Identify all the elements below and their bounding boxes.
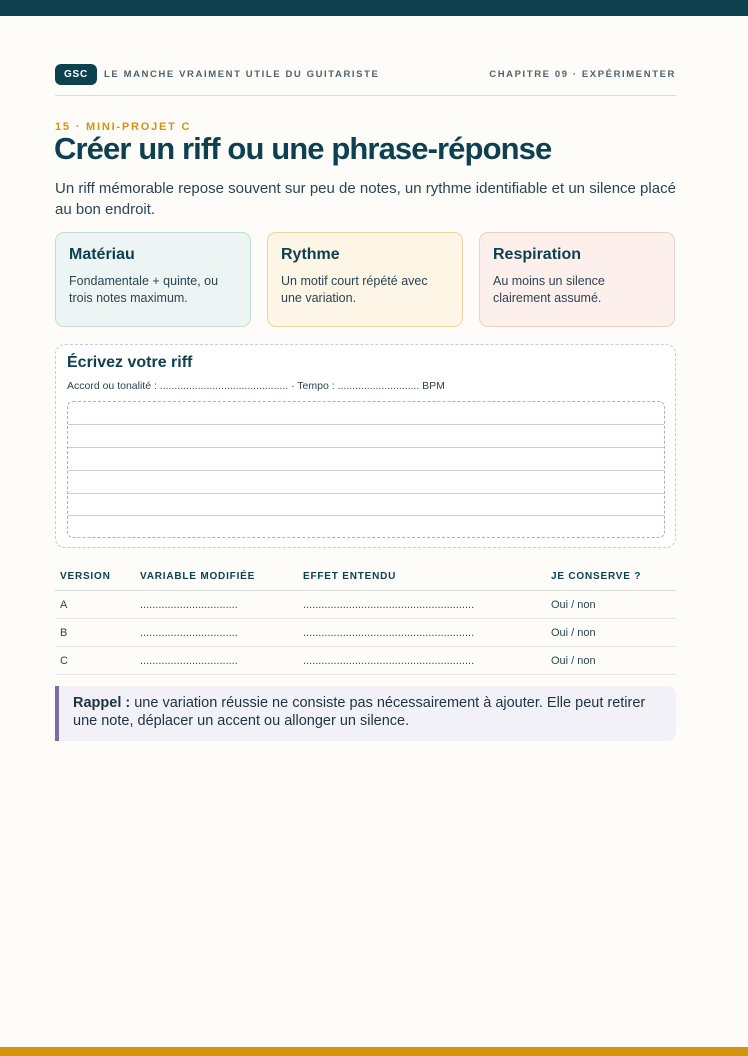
- card-title: Respiration: [493, 246, 582, 263]
- staff-line: [68, 424, 664, 425]
- top-color-bar: [0, 0, 748, 16]
- card-text: Fondamentale + quinte, ou trois notes maximum.: [69, 274, 219, 305]
- page-title: Créer un riff ou une phrase-réponse: [54, 131, 552, 166]
- table-row: [55, 619, 676, 647]
- card-rhythm: [267, 232, 463, 327]
- column-header: VARIABLE MODIFIÉE: [135, 562, 298, 591]
- table-row: [55, 591, 676, 619]
- staff-line: [68, 515, 664, 516]
- table-cell[interactable]: Oui / non: [546, 619, 676, 647]
- card-text: Un motif court répété avec une variation.: [281, 274, 428, 305]
- chapter-label: CHAPITRE 09 · EXPÉRIMENTER: [489, 69, 676, 80]
- page-header: [55, 64, 676, 96]
- bottom-color-bar: [0, 1047, 748, 1056]
- column-header: VERSION: [55, 562, 135, 591]
- tab-staff[interactable]: [67, 401, 665, 538]
- table-row: [55, 647, 676, 675]
- table-header-row: [55, 562, 676, 591]
- riff-worksheet: [55, 344, 676, 548]
- book-title: LE MANCHE VRAIMENT UTILE DU GUITARISTE: [104, 69, 380, 80]
- card-title: Matériau: [69, 246, 135, 263]
- card-breathing: [479, 232, 675, 327]
- table-cell[interactable]: ................................: [135, 591, 298, 619]
- column-header: JE CONSERVE ?: [546, 562, 676, 591]
- table-cell[interactable]: Oui / non: [546, 591, 676, 619]
- table-cell: C: [55, 647, 135, 675]
- table-cell[interactable]: ........................................................: [298, 591, 546, 619]
- column-header: EFFET ENTENDU: [298, 562, 546, 591]
- reminder-text: une variation réussie ne consiste pas nécessairement à ajouter. Elle peut retirer une note, déplacer un accent ou allonger un silence.: [73, 695, 646, 729]
- card-text: Au moins un silence clairement assumé.: [493, 274, 605, 305]
- staff-line: [68, 470, 664, 471]
- version-table: [55, 562, 676, 675]
- reminder-label: Rappel :: [73, 695, 131, 711]
- table-cell: B: [55, 619, 135, 647]
- table-cell[interactable]: ........................................................: [298, 647, 546, 675]
- table-cell[interactable]: ........................................................: [298, 619, 546, 647]
- table-cell: A: [55, 591, 135, 619]
- staff-line: [68, 493, 664, 494]
- table-cell[interactable]: ................................: [135, 619, 298, 647]
- table-cell[interactable]: ................................: [135, 647, 298, 675]
- card-title: Rythme: [281, 246, 340, 263]
- staff-line: [68, 447, 664, 448]
- section-kicker: 15 · MINI-PROJET C: [55, 121, 192, 133]
- series-badge: GSC: [55, 64, 97, 85]
- riff-meta-line: Accord ou tonalité : ............................................ · Tempo : ............................ BPM: [67, 380, 445, 392]
- card-material: [55, 232, 251, 327]
- riff-title: Écrivez votre riff: [67, 354, 193, 371]
- reminder-callout: [55, 686, 676, 741]
- table-cell[interactable]: Oui / non: [546, 647, 676, 675]
- lead-paragraph: Un riff mémorable repose souvent sur peu de notes, un rythme identifiable et un silence placé au bon endroit.: [55, 180, 676, 218]
